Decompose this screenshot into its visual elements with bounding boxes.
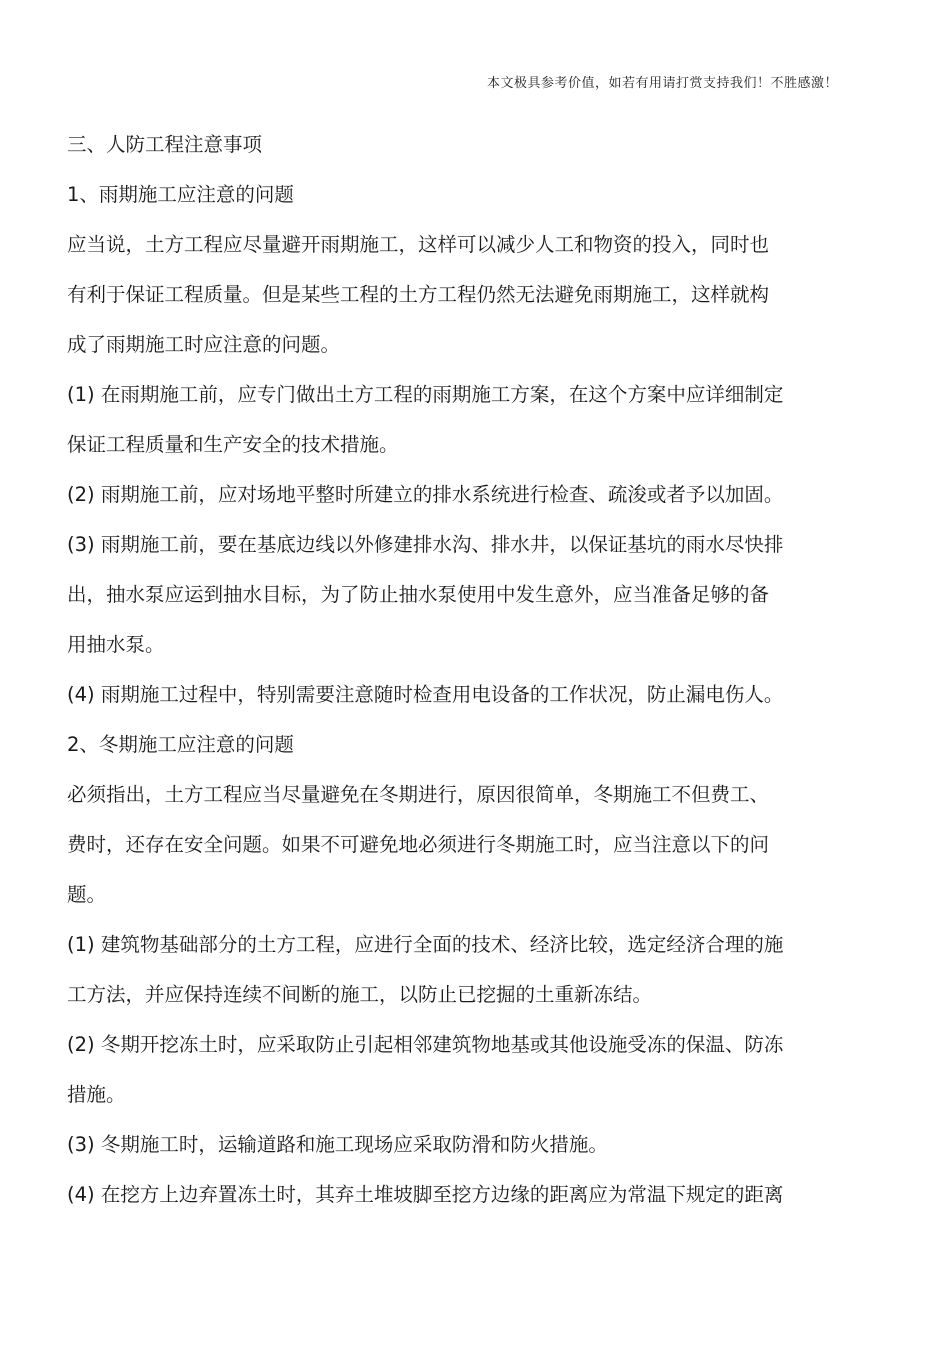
paragraph-line: 有利于保证工程质量。但是某些工程的土方工程仍然无法避免雨期施工，这样就构 bbox=[67, 283, 770, 306]
subsection-heading: 2、冬期施工应注意的问题 bbox=[67, 733, 294, 756]
list-item-line: (4) 在挖方上边弃置冻土时，其弃土堆坡脚至挖方边缘的距离应为常温下规定的距离 bbox=[67, 1183, 784, 1206]
list-item-line: 用抽水泵。 bbox=[67, 633, 165, 656]
list-item-line: 保证工程质量和生产安全的技术措施。 bbox=[67, 433, 399, 456]
subsection-heading: 1、雨期施工应注意的问题 bbox=[67, 183, 294, 206]
list-item-line: (1) 在雨期施工前，应专门做出土方工程的雨期施工方案，在这个方案中应详细制定 bbox=[67, 383, 784, 406]
list-item-line: 措施。 bbox=[67, 1083, 126, 1106]
paragraph-line: 题。 bbox=[67, 883, 107, 906]
paragraph-line: 费时，还存在安全问题。如果不可避免地必须进行冬期施工时，应当注意以下的问 bbox=[67, 833, 770, 856]
paragraph-line: 必须指出，土方工程应当尽量避免在冬期进行，原因很简单，冬期施工不但费工、 bbox=[67, 783, 770, 806]
list-item-line: (2) 冬期开挖冻土时，应采取防止引起相邻建筑物地基或其他设施受冻的保温、防冻 bbox=[67, 1033, 784, 1056]
list-item-line: (3) 冬期施工时，运输道路和施工现场应采取防滑和防火措施。 bbox=[67, 1133, 608, 1156]
document-body bbox=[67, 120, 837, 1220]
paragraph-line: 应当说，土方工程应尽量避开雨期施工，这样可以减少人工和物资的投入，同时也 bbox=[67, 233, 770, 256]
list-item-line: (2) 雨期施工前，应对场地平整时所建立的排水系统进行检查、疏浚或者予以加固。 bbox=[67, 483, 784, 506]
paragraph-line: 成了雨期施工时应注意的问题。 bbox=[67, 333, 341, 356]
section-heading: 三、人防工程注意事项 bbox=[67, 133, 263, 156]
list-item-line: 出，抽水泵应运到抽水目标，为了防止抽水泵使用中发生意外，应当准备足够的备 bbox=[67, 583, 770, 606]
list-item-line: (1) 建筑物基础部分的土方工程，应进行全面的技术、经济比较，选定经济合理的施 bbox=[67, 933, 784, 956]
list-item-line: (3) 雨期施工前，要在基底边线以外修建排水沟、排水井，以保证基坑的雨水尽快排 bbox=[67, 533, 784, 556]
header-note: 本文极具参考价值，如若有用请打赏支持我们！不胜感激！ bbox=[486, 76, 838, 91]
list-item-line: (4) 雨期施工过程中，特别需要注意随时检查用电设备的工作状况，防止漏电伤人。 bbox=[67, 683, 784, 706]
list-item-line: 工方法，并应保持连续不间断的施工，以防止已挖掘的土重新冻结。 bbox=[67, 983, 653, 1006]
